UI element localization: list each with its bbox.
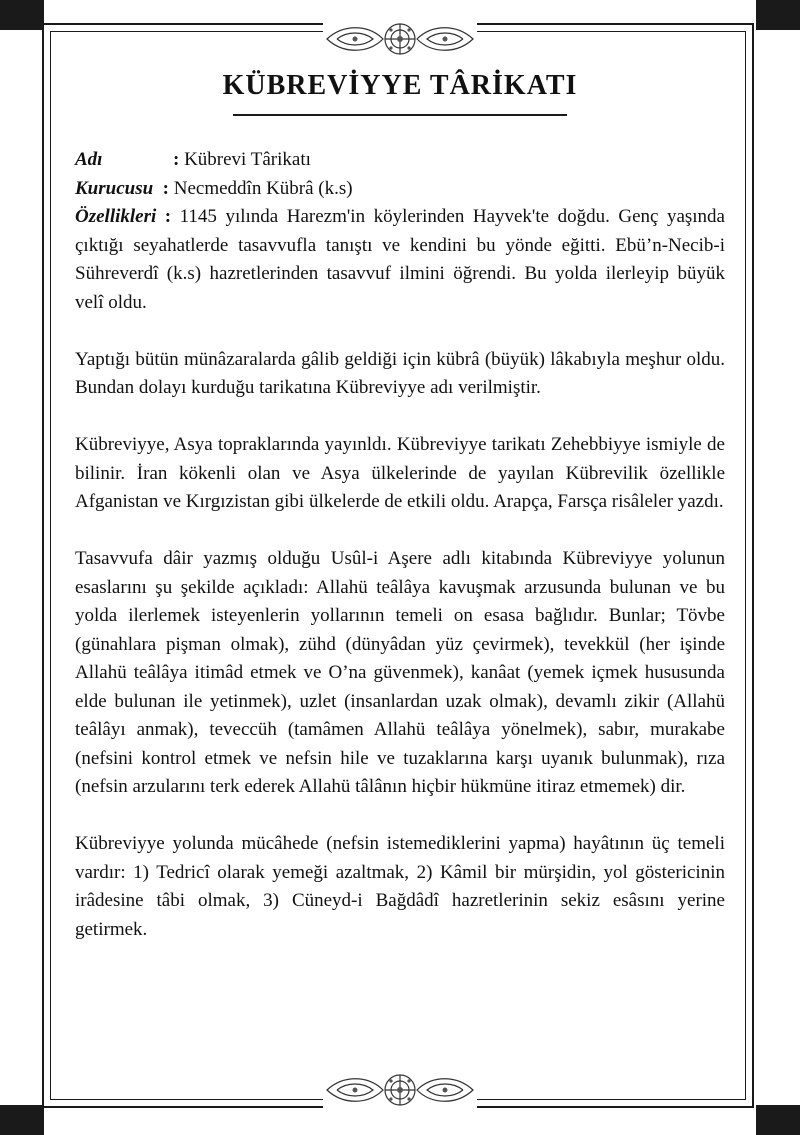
- corner-block-top-right: [756, 0, 800, 30]
- name-label: Adı: [75, 149, 103, 170]
- founder-value: Necmeddîn Kübrâ (k.s): [173, 177, 353, 199]
- page-title: KÜBREVİYYE TÂRİKATI: [222, 70, 578, 101]
- name-value: Kübrevi Târikatı: [184, 149, 311, 170]
- features-colon: :: [164, 206, 172, 227]
- features-label: Özellikleri: [75, 206, 157, 227]
- paragraph: Kübreviyye yolunda mücâhede (nefsin istemediklerini yapma) hayâtının üç temeli vardır: 1) Tedricî olarak yemeği azaltmak, 2) Kâmil bir mürşidin, yol göstericinin irâdesine tâbi olmak, 3) Cüneyd-i Bağdâdî hazretlerinin sekiz esâsını yerine getirmek.: [75, 833, 725, 940]
- paragraph: Kübreviyye, Asya topraklarında yayınldı. Kübreviyye tarikatı Zehebbiyye ismiyle de bilinir. İran kökenli olan ve Asya ülkelerinde de yayılan Kübrevilik özellikle Afganistan ve Kırgızistan gibi ülkelerde de etkili oldu. Arapça, Farsça risâleler yazdı.: [75, 434, 725, 512]
- meta-name-row: [75, 146, 725, 175]
- paragraph: Tasavvufa dâir yazmış olduğu Usûl-i Aşere adlı kitabında Kübreviyye yolunun esaslarını şu şekilde açıkladı: Allahü teâlâya kavuşmak arzusunda bulunan ve bu yolda ilerlemek isteyenlerin yollarının temeli on esasa bağlıdır. Bunlar; Tövbe (günahlara pişman olmak), zühd (dünyâdan yüz çevirmek), tevekkül (her işinde Allahü teâlâya itimâd etmek ve O’na güvenmek), kanâat (yemek içmek hususunda elde bulunan ile yetinmek), uzlet (insanlardan uzak olmak), devamlı zikir (Allahü teâlâyı anmak), teveccüh (tamâmen Allahü teâlâya yönelmek), sabır, murakabe (nefsini kontrol etmek ve nefsin hile ve tuzaklarına karşı uyanık bulunmak), rıza (nefsin arzularını terk ederek Allahü tâlânın hiçbir hükmüne itiraz etmemek) dir.: [75, 548, 725, 797]
- title-underline: [233, 114, 567, 116]
- meta-founder-row: [75, 175, 725, 204]
- name-colon: :: [173, 149, 180, 170]
- founder-colon: :: [162, 177, 169, 199]
- floral-ornament-icon: [323, 20, 477, 58]
- floral-ornament-icon: [323, 1071, 477, 1109]
- paragraph-text: 1145 yılında Harezm'in köylerinden Hayvek'te doğdu. Genç yaşında çıktığı seyahatlerde tasavvufla tanıştı ve kendini bu yönde eğitti. Ebü’n-Necib-i Sühreverdî (k.s) hazretlerinden tasavvuf ilmini öğrendi. Bu yolda ilerleyip büyük velî oldu.: [75, 206, 725, 313]
- paragraph: Yaptığı bütün münâzaralarda gâlib geldiği için kübrâ (büyük) lâkabıyla meşhur oldu. Bundan dolayı kurduğu tarikatına Kübreviyye adı verilmiştir.: [75, 348, 725, 398]
- document-body: [75, 146, 725, 944]
- founder-label: Kurucusu: [75, 177, 154, 199]
- corner-block-bottom-left: [0, 1105, 44, 1135]
- features-paragraph: [75, 203, 725, 317]
- corner-block-top-left: [0, 0, 44, 30]
- corner-block-bottom-right: [756, 1105, 800, 1135]
